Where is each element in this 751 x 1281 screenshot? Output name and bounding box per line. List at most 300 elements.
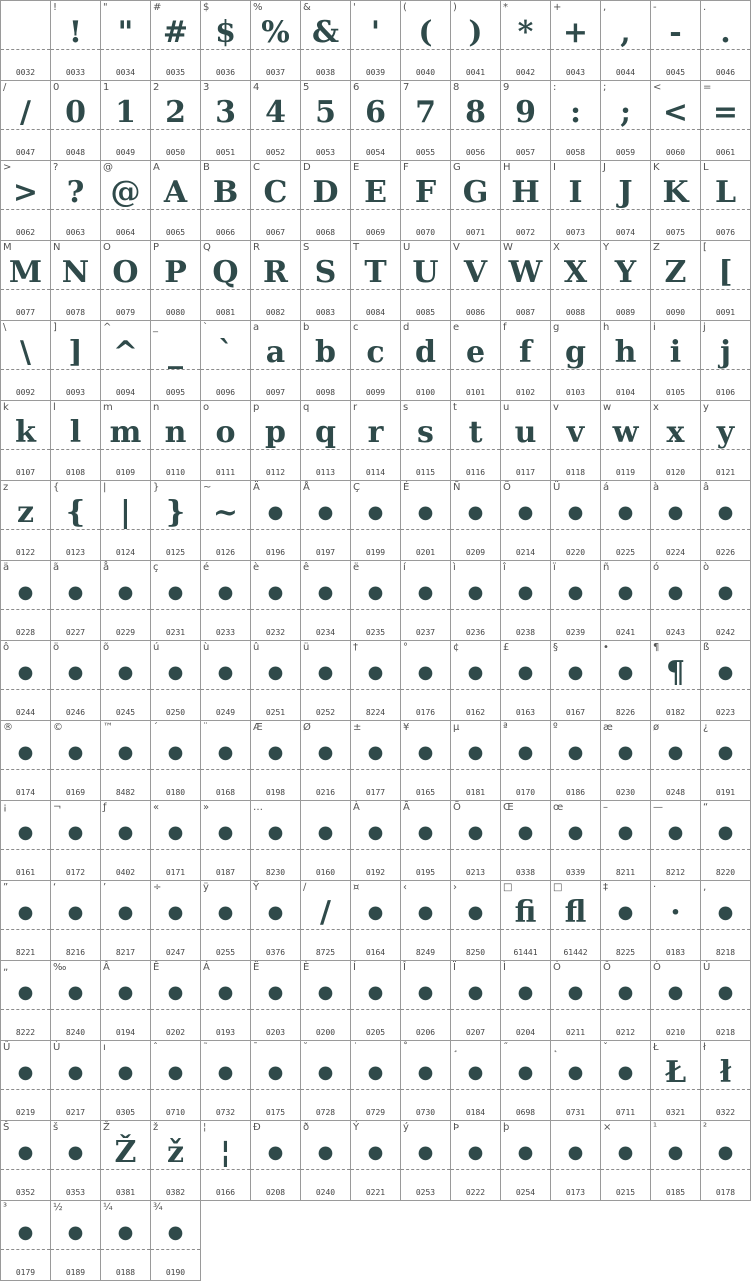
glyph-cell (1, 801, 51, 881)
glyph-preview: " (117, 15, 134, 50)
character-label: 5 (303, 82, 310, 93)
missing-glyph-dot: ● (367, 822, 384, 843)
glyph-cell (351, 1, 401, 81)
glyph-cell (101, 401, 151, 481)
character-code: 0091 (715, 308, 736, 317)
glyph-cell (651, 961, 701, 1041)
character-label: Õ (453, 802, 461, 813)
character-label: Š (3, 1122, 10, 1133)
glyph-cell (451, 801, 501, 881)
glyph-cell (101, 1121, 151, 1201)
character-label: u (503, 402, 510, 413)
character-code: 0069 (365, 228, 386, 237)
character-label: Ú (703, 962, 711, 973)
glyph-cell (301, 641, 351, 721)
character-code: 0103 (565, 388, 586, 397)
character-code: 0078 (65, 308, 86, 317)
glyph-cell (501, 721, 551, 801)
character-label: 6 (353, 82, 360, 93)
character-code: 0042 (515, 68, 536, 77)
character-label: ª (503, 722, 508, 733)
glyph-cell (251, 561, 301, 641)
character-label: = (703, 82, 712, 93)
missing-glyph-dot: ● (367, 982, 384, 1003)
glyph-cell (651, 481, 701, 561)
missing-glyph-dot: ● (467, 742, 484, 763)
character-label: ¾ (153, 1202, 163, 1213)
character-label: … (253, 802, 263, 813)
character-code: 0119 (615, 468, 636, 477)
missing-glyph-dot: ● (717, 822, 734, 843)
character-label: ˝ (503, 1042, 508, 1053)
character-code: 0728 (315, 1108, 336, 1117)
glyph-cell (301, 881, 351, 961)
glyph-preview: x (666, 415, 685, 450)
character-code: 0233 (215, 628, 236, 637)
glyph-preview: . (720, 15, 731, 50)
character-label: Ò (653, 962, 661, 973)
character-code: 0187 (215, 868, 236, 877)
character-label: ¹ (653, 1122, 658, 1133)
character-code: 0038 (315, 68, 336, 77)
character-label: + (553, 2, 562, 13)
character-code: 0252 (315, 708, 336, 717)
character-code: 0060 (665, 148, 686, 157)
missing-glyph-dot: ● (67, 1142, 84, 1163)
character-label: } (153, 482, 160, 493)
character-code: 0117 (515, 468, 536, 477)
glyph-cell (701, 961, 751, 1041)
glyph-cell (1, 401, 51, 481)
character-label: ¦ (203, 1122, 207, 1133)
character-label: » (203, 802, 210, 813)
missing-glyph-dot: ● (67, 662, 84, 683)
character-label: ) (453, 2, 457, 13)
character-code: 0192 (365, 868, 386, 877)
glyph-preview: 1 (115, 95, 136, 130)
glyph-cell (551, 241, 601, 321)
glyph-preview: ] (68, 335, 83, 370)
character-code: 0048 (65, 148, 86, 157)
character-label: r (353, 402, 358, 413)
glyph-cell (51, 1121, 101, 1201)
glyph-cell (601, 881, 651, 961)
missing-glyph-dot: ● (367, 1062, 384, 1083)
glyph-cell (651, 161, 701, 241)
missing-glyph-dot: ● (617, 582, 634, 603)
character-code: 8217 (115, 948, 136, 957)
glyph-preview: e (465, 335, 486, 370)
glyph-cell (701, 561, 751, 641)
character-code: 0216 (315, 788, 336, 797)
glyph-preview: u (514, 415, 537, 450)
glyph-preview: h (614, 335, 637, 370)
glyph-preview: G (462, 175, 489, 210)
glyph-preview: d (415, 335, 436, 370)
character-code: 0163 (515, 708, 536, 717)
character-code: 0188 (115, 1268, 136, 1277)
glyph-cell (1, 1, 51, 81)
character-label: e (453, 322, 460, 333)
glyph-cell (151, 641, 201, 721)
character-label: Ÿ (253, 882, 260, 893)
missing-glyph-dot: ● (467, 982, 484, 1003)
glyph-cell (201, 241, 251, 321)
character-label: ¢ (453, 642, 460, 653)
character-code: 0034 (115, 68, 136, 77)
character-label: ® (3, 722, 13, 733)
character-code: 0185 (665, 1188, 686, 1197)
character-label: ™ (103, 722, 113, 733)
glyph-preview: s (417, 415, 434, 450)
character-code: 0081 (215, 308, 236, 317)
glyph-cell (451, 321, 501, 401)
character-label: Á (203, 962, 210, 973)
character-code: 0244 (15, 708, 36, 717)
character-code: 0224 (665, 548, 686, 557)
glyph-preview: z (16, 495, 35, 530)
character-code: 0254 (515, 1188, 536, 1197)
character-label: Ï (453, 962, 456, 973)
character-code: 8482 (115, 788, 136, 797)
character-label: f (503, 322, 507, 333)
character-code: 0075 (665, 228, 686, 237)
character-label: Ó (553, 962, 561, 973)
glyph-cell (701, 721, 751, 801)
character-code: 0180 (165, 788, 186, 797)
character-code: 0352 (15, 1188, 36, 1197)
glyph-cell (51, 1201, 101, 1281)
glyph-preview: @ (110, 175, 141, 210)
glyph-cell (1, 1201, 51, 1281)
character-label: ˆ (153, 1042, 158, 1053)
character-code: 0033 (65, 68, 86, 77)
missing-glyph-dot: ● (117, 1062, 134, 1083)
character-code: 0058 (565, 148, 586, 157)
missing-glyph-dot: ● (317, 582, 334, 603)
character-label: * (503, 2, 508, 13)
character-label: þ (503, 1122, 510, 1133)
missing-glyph-dot: ● (267, 902, 284, 923)
missing-glyph-dot: ● (167, 1062, 184, 1083)
character-code: 0238 (515, 628, 536, 637)
glyph-cell (601, 81, 651, 161)
glyph-preview: ﬁ (514, 895, 537, 930)
character-code: 0179 (15, 1268, 36, 1277)
glyph-cell (1, 561, 51, 641)
character-label: b (303, 322, 310, 333)
glyph-cell (551, 801, 601, 881)
character-code: 0098 (315, 388, 336, 397)
glyph-cell (501, 1041, 551, 1121)
character-label: Æ (253, 722, 263, 733)
character-code: 0036 (215, 68, 236, 77)
glyph-preview: O (112, 255, 139, 290)
character-code: 0205 (365, 1028, 386, 1037)
glyph-cell (1, 241, 51, 321)
missing-glyph-dot: ● (117, 822, 134, 843)
missing-glyph-dot: ● (517, 982, 534, 1003)
glyph-cell (201, 1041, 251, 1121)
glyph-cell (651, 1, 701, 81)
character-code: 0051 (215, 148, 236, 157)
character-code: 0226 (715, 548, 736, 557)
character-code: 0171 (165, 868, 186, 877)
character-code: 0305 (115, 1108, 136, 1117)
character-code: 0255 (215, 948, 236, 957)
glyph-preview: t (468, 415, 483, 450)
character-code: 0092 (15, 388, 36, 397)
missing-glyph-dot: ● (67, 822, 84, 843)
character-label: î (503, 562, 506, 573)
missing-glyph-dot: ● (167, 662, 184, 683)
glyph-cell (201, 481, 251, 561)
glyph-cell (151, 961, 201, 1041)
character-label: ¤ (353, 882, 360, 893)
character-label: 7 (403, 82, 410, 93)
character-label: ÷ (153, 882, 162, 893)
missing-glyph-dot: ● (367, 742, 384, 763)
character-label: ł (703, 1042, 706, 1053)
character-code: 0214 (515, 548, 536, 557)
glyph-preview: g (565, 335, 586, 370)
glyph-cell (651, 1041, 701, 1121)
glyph-cell (151, 81, 201, 161)
character-label: ³ (3, 1202, 8, 1213)
glyph-preview: ) (468, 15, 483, 50)
glyph-preview: - (669, 15, 682, 50)
glyph-cell (451, 1121, 501, 1201)
character-label: ß (703, 642, 710, 653)
glyph-preview: v (566, 415, 585, 450)
glyph-cell (651, 641, 701, 721)
character-code: 0195 (415, 868, 436, 877)
missing-glyph-dot: ● (417, 1142, 434, 1163)
glyph-cell (201, 881, 251, 961)
character-code: 0243 (665, 628, 686, 637)
character-code: 0402 (115, 868, 136, 877)
glyph-cell (101, 641, 151, 721)
glyph-cell (151, 881, 201, 961)
glyph-cell (101, 561, 151, 641)
character-label: ; (603, 82, 607, 93)
glyph-cell (351, 321, 401, 401)
character-label: G (453, 162, 461, 173)
missing-glyph-dot: ● (667, 982, 684, 1003)
missing-glyph-dot: ● (317, 742, 334, 763)
glyph-preview: % (261, 15, 290, 50)
glyph-cell (451, 241, 501, 321)
glyph-cell (351, 961, 401, 1041)
character-label: Ô (603, 962, 611, 973)
missing-glyph-dot: ● (517, 582, 534, 603)
glyph-cell (401, 961, 451, 1041)
character-label: Þ (453, 1122, 460, 1133)
character-code: 0122 (15, 548, 36, 557)
character-label: _ (153, 322, 158, 333)
character-code: 0062 (15, 228, 36, 237)
character-code: 0198 (265, 788, 286, 797)
character-code: 0099 (365, 388, 386, 397)
character-code: 0217 (65, 1108, 86, 1117)
character-code: 8211 (615, 868, 636, 877)
character-code: 0164 (365, 948, 386, 957)
character-label: V (453, 242, 460, 253)
character-code: 0212 (615, 1028, 636, 1037)
character-code: 0170 (515, 788, 536, 797)
character-label: ” (3, 882, 9, 893)
character-code: 0087 (515, 308, 536, 317)
glyph-preview: | (120, 495, 131, 530)
missing-glyph-dot: ● (367, 502, 384, 523)
character-code: 0201 (415, 548, 436, 557)
glyph-cell (301, 81, 351, 161)
glyph-cell (401, 1041, 451, 1121)
glyph-preview: ` (218, 335, 233, 370)
character-code: 0232 (265, 628, 286, 637)
glyph-cell (51, 801, 101, 881)
glyph-preview: / (20, 95, 31, 130)
missing-glyph-dot: ● (17, 982, 34, 1003)
character-code: 0104 (615, 388, 636, 397)
glyph-cell (551, 961, 601, 1041)
character-label: Í (353, 962, 356, 973)
glyph-preview: R (263, 255, 288, 290)
character-label: M (3, 242, 12, 253)
character-code: 0698 (515, 1108, 536, 1117)
character-code: 0215 (615, 1188, 636, 1197)
glyph-cell (201, 561, 251, 641)
character-label: † (353, 642, 358, 653)
character-code: 0208 (265, 1188, 286, 1197)
glyph-cell (51, 401, 101, 481)
glyph-cell (51, 81, 101, 161)
character-label: B (203, 162, 210, 173)
glyph-preview: A (163, 175, 188, 210)
glyph-cell (601, 1121, 651, 1201)
glyph-preview: b (315, 335, 336, 370)
glyph-preview (1, 13, 50, 53)
missing-glyph-dot: ● (167, 902, 184, 923)
missing-glyph-dot: ● (317, 822, 334, 843)
missing-glyph-dot: ● (267, 822, 284, 843)
missing-glyph-dot: ● (667, 582, 684, 603)
glyph-cell (451, 161, 501, 241)
character-code: 0165 (415, 788, 436, 797)
glyph-cell (451, 961, 501, 1041)
character-label: º (553, 722, 558, 733)
character-code: 0049 (115, 148, 136, 157)
glyph-preview: 5 (315, 95, 336, 130)
character-label: ù (203, 642, 210, 653)
character-code: 0032 (15, 68, 36, 77)
glyph-cell (201, 321, 251, 401)
character-label: æ (603, 722, 613, 733)
character-code: 0064 (115, 228, 136, 237)
character-label: [ (703, 242, 707, 253)
missing-glyph-dot: ● (167, 822, 184, 843)
character-label: H (503, 162, 511, 173)
glyph-cell (701, 401, 751, 481)
character-code: 0225 (615, 548, 636, 557)
missing-glyph-dot: ● (217, 902, 234, 923)
character-code: 0177 (365, 788, 386, 797)
missing-glyph-dot: ● (717, 502, 734, 523)
character-code: 0162 (465, 708, 486, 717)
glyph-preview: o (215, 415, 236, 450)
character-code: 0126 (215, 548, 236, 557)
character-code: 0037 (265, 68, 286, 77)
character-code: 0074 (615, 228, 636, 237)
glyph-cell (401, 641, 451, 721)
missing-glyph-dot: ● (567, 822, 584, 843)
glyph-cell (701, 481, 751, 561)
glyph-cell (551, 561, 601, 641)
character-label: Ê (153, 962, 160, 973)
glyph-cell (51, 561, 101, 641)
glyph-cell (601, 961, 651, 1041)
character-code: 0112 (265, 468, 286, 477)
glyph-cell (351, 561, 401, 641)
missing-glyph-dot: ● (317, 982, 334, 1003)
character-label: ¶ (653, 642, 660, 653)
character-label: o (203, 402, 210, 413)
character-label: Ø (303, 722, 311, 733)
character-label: . (703, 2, 707, 13)
missing-glyph-dot: ● (717, 1142, 734, 1163)
glyph-cell (501, 81, 551, 161)
character-code: 0178 (715, 1188, 736, 1197)
glyph-cell (101, 961, 151, 1041)
character-label: ÿ (203, 882, 209, 893)
character-code: 0382 (165, 1188, 186, 1197)
character-code: 0234 (315, 628, 336, 637)
character-code: 0107 (15, 468, 36, 477)
character-label: Ë (253, 962, 260, 973)
missing-glyph-dot: ● (467, 502, 484, 523)
glyph-preview: ( (418, 15, 433, 50)
character-code: 0089 (615, 308, 636, 317)
glyph-cell (1, 81, 51, 161)
glyph-preview: j (720, 335, 731, 370)
glyph-cell (401, 321, 451, 401)
character-code: 0118 (565, 468, 586, 477)
glyph-cell (401, 1, 451, 81)
character-label: s (403, 402, 409, 413)
character-label: © (53, 722, 63, 733)
glyph-cell (1, 321, 51, 401)
glyph-cell (351, 801, 401, 881)
character-label: ø (653, 722, 660, 733)
glyph-cell (151, 321, 201, 401)
character-code: 0199 (365, 548, 386, 557)
character-label: { (53, 482, 60, 493)
character-code: 0202 (165, 1028, 186, 1037)
glyph-cell (401, 881, 451, 961)
character-code: 8221 (15, 948, 36, 957)
glyph-preview: n (164, 415, 187, 450)
character-label: % (253, 2, 263, 13)
missing-glyph-dot: ● (117, 742, 134, 763)
glyph-cell (201, 721, 251, 801)
missing-glyph-dot: ● (717, 662, 734, 683)
character-code: 0731 (565, 1108, 586, 1117)
character-code: 0231 (165, 628, 186, 637)
glyph-cell (51, 161, 101, 241)
glyph-cell (101, 81, 151, 161)
character-label: Û (3, 1042, 11, 1053)
glyph-cell (551, 401, 601, 481)
